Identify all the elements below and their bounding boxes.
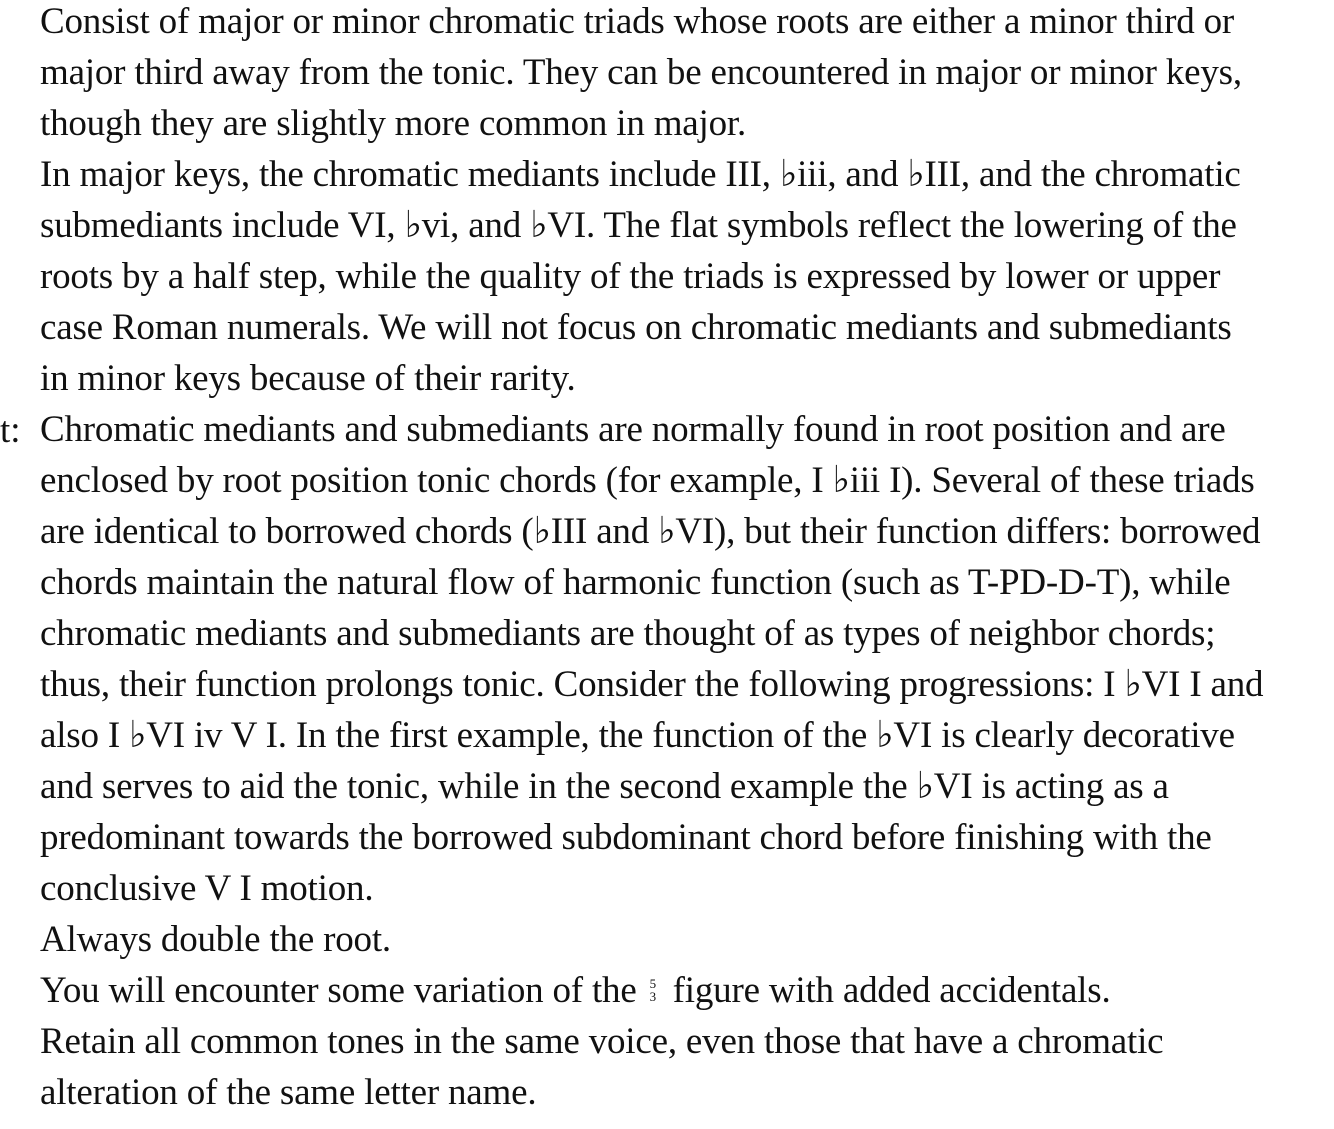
text-line: though they are slightly more common in major. [40, 103, 747, 144]
text-line: Consist of major or minor chromatic triads whose roots are either a minor third or [40, 1, 1235, 42]
text-line: alteration of the same letter name. [40, 1072, 537, 1113]
text-line: chromatic mediants and submediants are thought of as types of neighbor chords; [40, 613, 1216, 654]
text-line: In major keys, the chromatic mediants include III, ♭iii, and ♭III, and the chromatic [40, 154, 1241, 195]
text-line: submediants include VI, ♭vi, and ♭VI. The flat symbols reflect the lowering of the [40, 205, 1237, 246]
text-line: predominant towards the borrowed subdominant chord before finishing with the [40, 817, 1212, 858]
figure-line-after: figure with added accidentals. [663, 970, 1111, 1011]
text-line: and serves to aid the tonic, while in the second example the ♭VI is acting as a [40, 766, 1169, 807]
text-line: thus, their function prolongs tonic. Consider the following progressions: I ♭VI I and [40, 664, 1264, 705]
text-line: are identical to borrowed chords (♭III and ♭VI), but their function differs: borrowed [40, 511, 1261, 552]
text-line: chords maintain the natural flow of harmonic function (such as T-PD-D-T), while [40, 562, 1231, 603]
text-line: also I ♭VI iv V I. In the first example, the function of the ♭VI is clearly decorative [40, 715, 1235, 756]
figure-text-line [40, 965, 1111, 1016]
text-line: Retain all common tones in the same voice, even those that have a chromatic [40, 1021, 1164, 1062]
text-line: major third away from the tonic. They can be encountered in major or minor keys, [40, 52, 1242, 93]
figure-line-before: You will encounter some variation of the [40, 970, 646, 1011]
text-line: conclusive V I motion. [40, 868, 374, 909]
text-line: case Roman numerals. We will not focus on chromatic mediants and submediants [40, 307, 1232, 348]
cut-off-term-label: t: [0, 410, 21, 451]
text-line: enclosed by root position tonic chords (for example, I ♭iii I). Several of these triads [40, 460, 1255, 501]
text-line: Always double the root. [40, 919, 391, 960]
figure-top-number: 5 [649, 976, 656, 991]
text-line: roots by a half step, while the quality of the triads is expressed by lower or upper [40, 256, 1221, 297]
text-line: in minor keys because of their rarity. [40, 358, 576, 399]
figured-bass-symbol [648, 976, 662, 1006]
figure-bottom-number: 3 [649, 989, 656, 1004]
text-line: Chromatic mediants and submediants are normally found in root position and are [40, 409, 1226, 450]
